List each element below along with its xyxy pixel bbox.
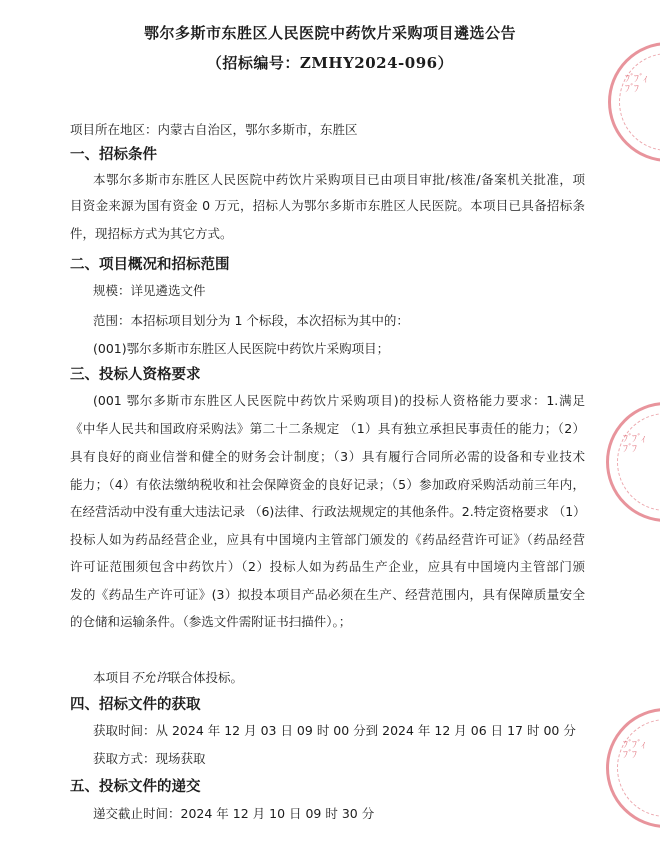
section-1-line: 件，现招标方式为其它方式。	[70, 226, 233, 241]
document-title: 鄂尔多斯市东胜区人民医院中药饮片采购项目遴选公告	[143, 24, 516, 42]
section-5-heading: 五、投标文件的递交	[70, 778, 201, 795]
seal-ticks: ﾌﾞﾌﾞｨﾌﾞﾌ	[623, 740, 645, 761]
section-1-heading: 一、招标条件	[70, 146, 157, 163]
bid-number: （招标编号：ZMHY2024-096）	[206, 54, 454, 72]
official-seal-fragment	[606, 402, 660, 522]
consortium-note	[93, 670, 243, 686]
consortium-suffix: 联合体投标。	[168, 670, 244, 685]
official-seal-fragment	[606, 708, 660, 828]
section-3-line: 在经营活动中没有重大违法记录 （6)法律、行政法规规定的其他条件。2.特定资格要求 （1）	[70, 504, 586, 519]
section-2-line: 规模：详见遴选文件	[93, 283, 206, 298]
consortium-prefix: 本项目	[93, 670, 131, 685]
consortium-emphasis: 不允许	[130, 670, 169, 685]
seal-ticks: ﾌﾞﾌﾞｨﾌﾞﾌ	[623, 434, 645, 455]
section-4-line: 获取时间：从 2024 年 12 月 03 日 09 时 00 分到 2024 年 12 月 06 日 17 时 00 分	[93, 723, 576, 738]
project-region: 项目所在地区：内蒙古自治区，鄂尔多斯市，东胜区	[70, 122, 358, 137]
section-3-line: 投标人如为药品经营企业，应具有中国境内主管部门颁发的《药品经营许可证》（药品经营	[70, 532, 585, 547]
section-3-line: 《中华人民共和国政府采购法》第二十二条规定 （1）具有独立承担民事责任的能力；（2）	[70, 421, 585, 436]
section-3-line: 能力；（4）有依法缴纳税收和社会保障资金的良好记录；（5）参加政府采购活动前三年内，	[70, 477, 585, 492]
section-1-line: 本鄂尔多斯市东胜区人民医院中药饮片采购项目已由项目审批/核准/备案机关批准，项	[93, 172, 585, 187]
section-3-heading: 三、投标人资格要求	[70, 366, 201, 383]
section-5-line: 递交截止时间：2024 年 12 月 10 日 09 时 30 分	[93, 806, 375, 821]
section-4-line: 获取方式：现场获取	[93, 751, 206, 766]
section-3-line: 的仓储和运输条件。（参选文件需附证书扫描件）。；	[70, 614, 352, 629]
section-3-line: 许可证范围须包含中药饮片）（2）投标人如为药品生产企业，应具有中国境内主管部门颁	[70, 559, 585, 574]
section-4-heading: 四、招标文件的获取	[70, 696, 201, 713]
section-2-line: (001)鄂尔多斯市东胜区人民医院中药饮片采购项目；	[93, 341, 390, 356]
section-1-line: 目资金来源为国有资金 0 万元，招标人为鄂尔多斯市东胜区人民医院。本项目已具备招标条	[70, 198, 585, 213]
seal-ticks: ﾌﾞﾌﾞｨﾌﾞﾌ	[625, 74, 647, 95]
section-3-line: 具有良好的商业信誉和健全的财务会计制度；（3）具有履行合同所必需的设备和专业技术	[70, 449, 585, 464]
section-3-line: (001 鄂尔多斯市东胜区人民医院中药饮片采购项目)的投标人资格能力要求：1.满足	[93, 393, 585, 408]
section-3-line: 发的《药品生产许可证》(3）拟投本项目产品必须在生产、经营范围内，具有保障质量安全	[70, 587, 585, 602]
section-2-line: 范围：本招标项目划分为 1 个标段，本次招标为其中的：	[93, 313, 409, 328]
section-2-heading: 二、项目概况和招标范围	[70, 256, 230, 273]
